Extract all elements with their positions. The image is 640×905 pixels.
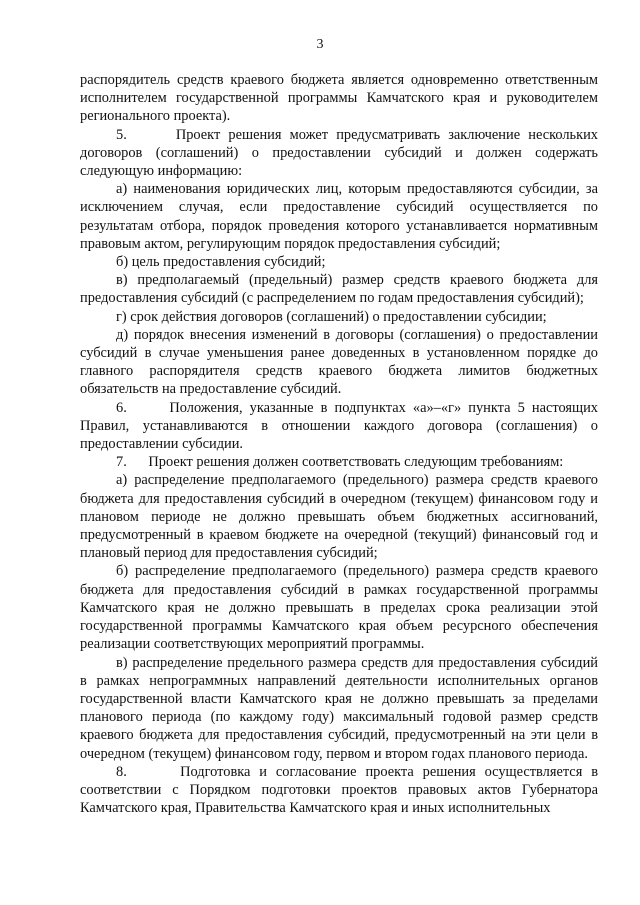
paragraph: 7. Проект решения должен соответствовать следующим требованиям:: [116, 454, 564, 471]
paragraph: в) распределение предельного размера средств для предоставления субсидий в рамках непрограммных направлений деятельности исполнительных органов государственной власти Камчатского края не должно превышать за пределами планового периода (по каждому году) максимальный годовой размер средств краевого бюджета для предоставления субсидий, предусмотренный на эти цели в очередном (текущем) финансовом году, первом и втором годах планового периода.: [80, 654, 598, 762]
paragraph: распорядитель средств краевого бюджета является одновременно ответственным исполнителем государственной программы Камчатского края и руководителем регионального проекта).: [80, 72, 598, 125]
paragraph: в) предполагаемый (предельный) размер средств краевого бюджета для предоставления субсидий (с распределением по годам предоставления субсидий);: [80, 272, 598, 307]
page-number: 3: [316, 37, 324, 52]
paragraph: г) срок действия договоров (соглашений) о предоставлении субсидии;: [116, 308, 547, 325]
paragraph: д) порядок внесения изменений в договоры (соглашения) о предоставлении субсидий в случае уменьшения ранее доведенных в установленном порядке до главного распорядителя средств краевого бюджета лимитов бюджетных обязательств на предоставление субсидий.: [80, 326, 598, 398]
paragraph: б) цель предоставления субсидий;: [116, 254, 326, 271]
paragraph: а) наименования юридических лиц, которым предоставляются субсидии, за исключением случая, если предоставление субсидий осуществляется по результатам отбора, порядок проведения которого устанавливается нормативным правовым актом, регулирующим порядок предоставления субсидий;: [80, 181, 598, 252]
document-body: [80, 71, 598, 817]
paragraph: 6. Положения, указанные в подпунктах «а»–«г» пункта 5 настоящих Правил, устанавливаются в отношении каждого договора (соглашения) о предоставлении субсидии.: [80, 399, 598, 453]
paragraph: б) распределение предполагаемого (предельного) размера средств краевого бюджета для предоставления субсидий в рамках государственной программы Камчатского края не должно превышать в пределах срока реализации этой государственной программы Камчатского края объем ресурсного обеспечения реализации соответствующих мероприятий программы.: [80, 563, 598, 653]
paragraph: 8. Подготовка и согласование проекта решения осуществляется в соответствии с Порядком подготовки проектов правовых актов Губернатора Камчатского края, Правительства Камчатского края и иных исполнительных: [80, 763, 598, 817]
paragraph: а) распределение предполагаемого (предельного) размера средств краевого бюджета для предоставления субсидий в очередном (текущем) финансовом году и плановом периоде не должно превышать объем бюджетных ассигнований, предусмотренный в краевом бюджете на очередной (текущий) финансовый год и плановый период для предоставления субсидий;: [80, 472, 598, 562]
paragraph: 5. Проект решения может предусматривать заключение нескольких договоров (соглашений) о предоставлении субсидий и должен содержать следующую информацию:: [80, 126, 598, 180]
